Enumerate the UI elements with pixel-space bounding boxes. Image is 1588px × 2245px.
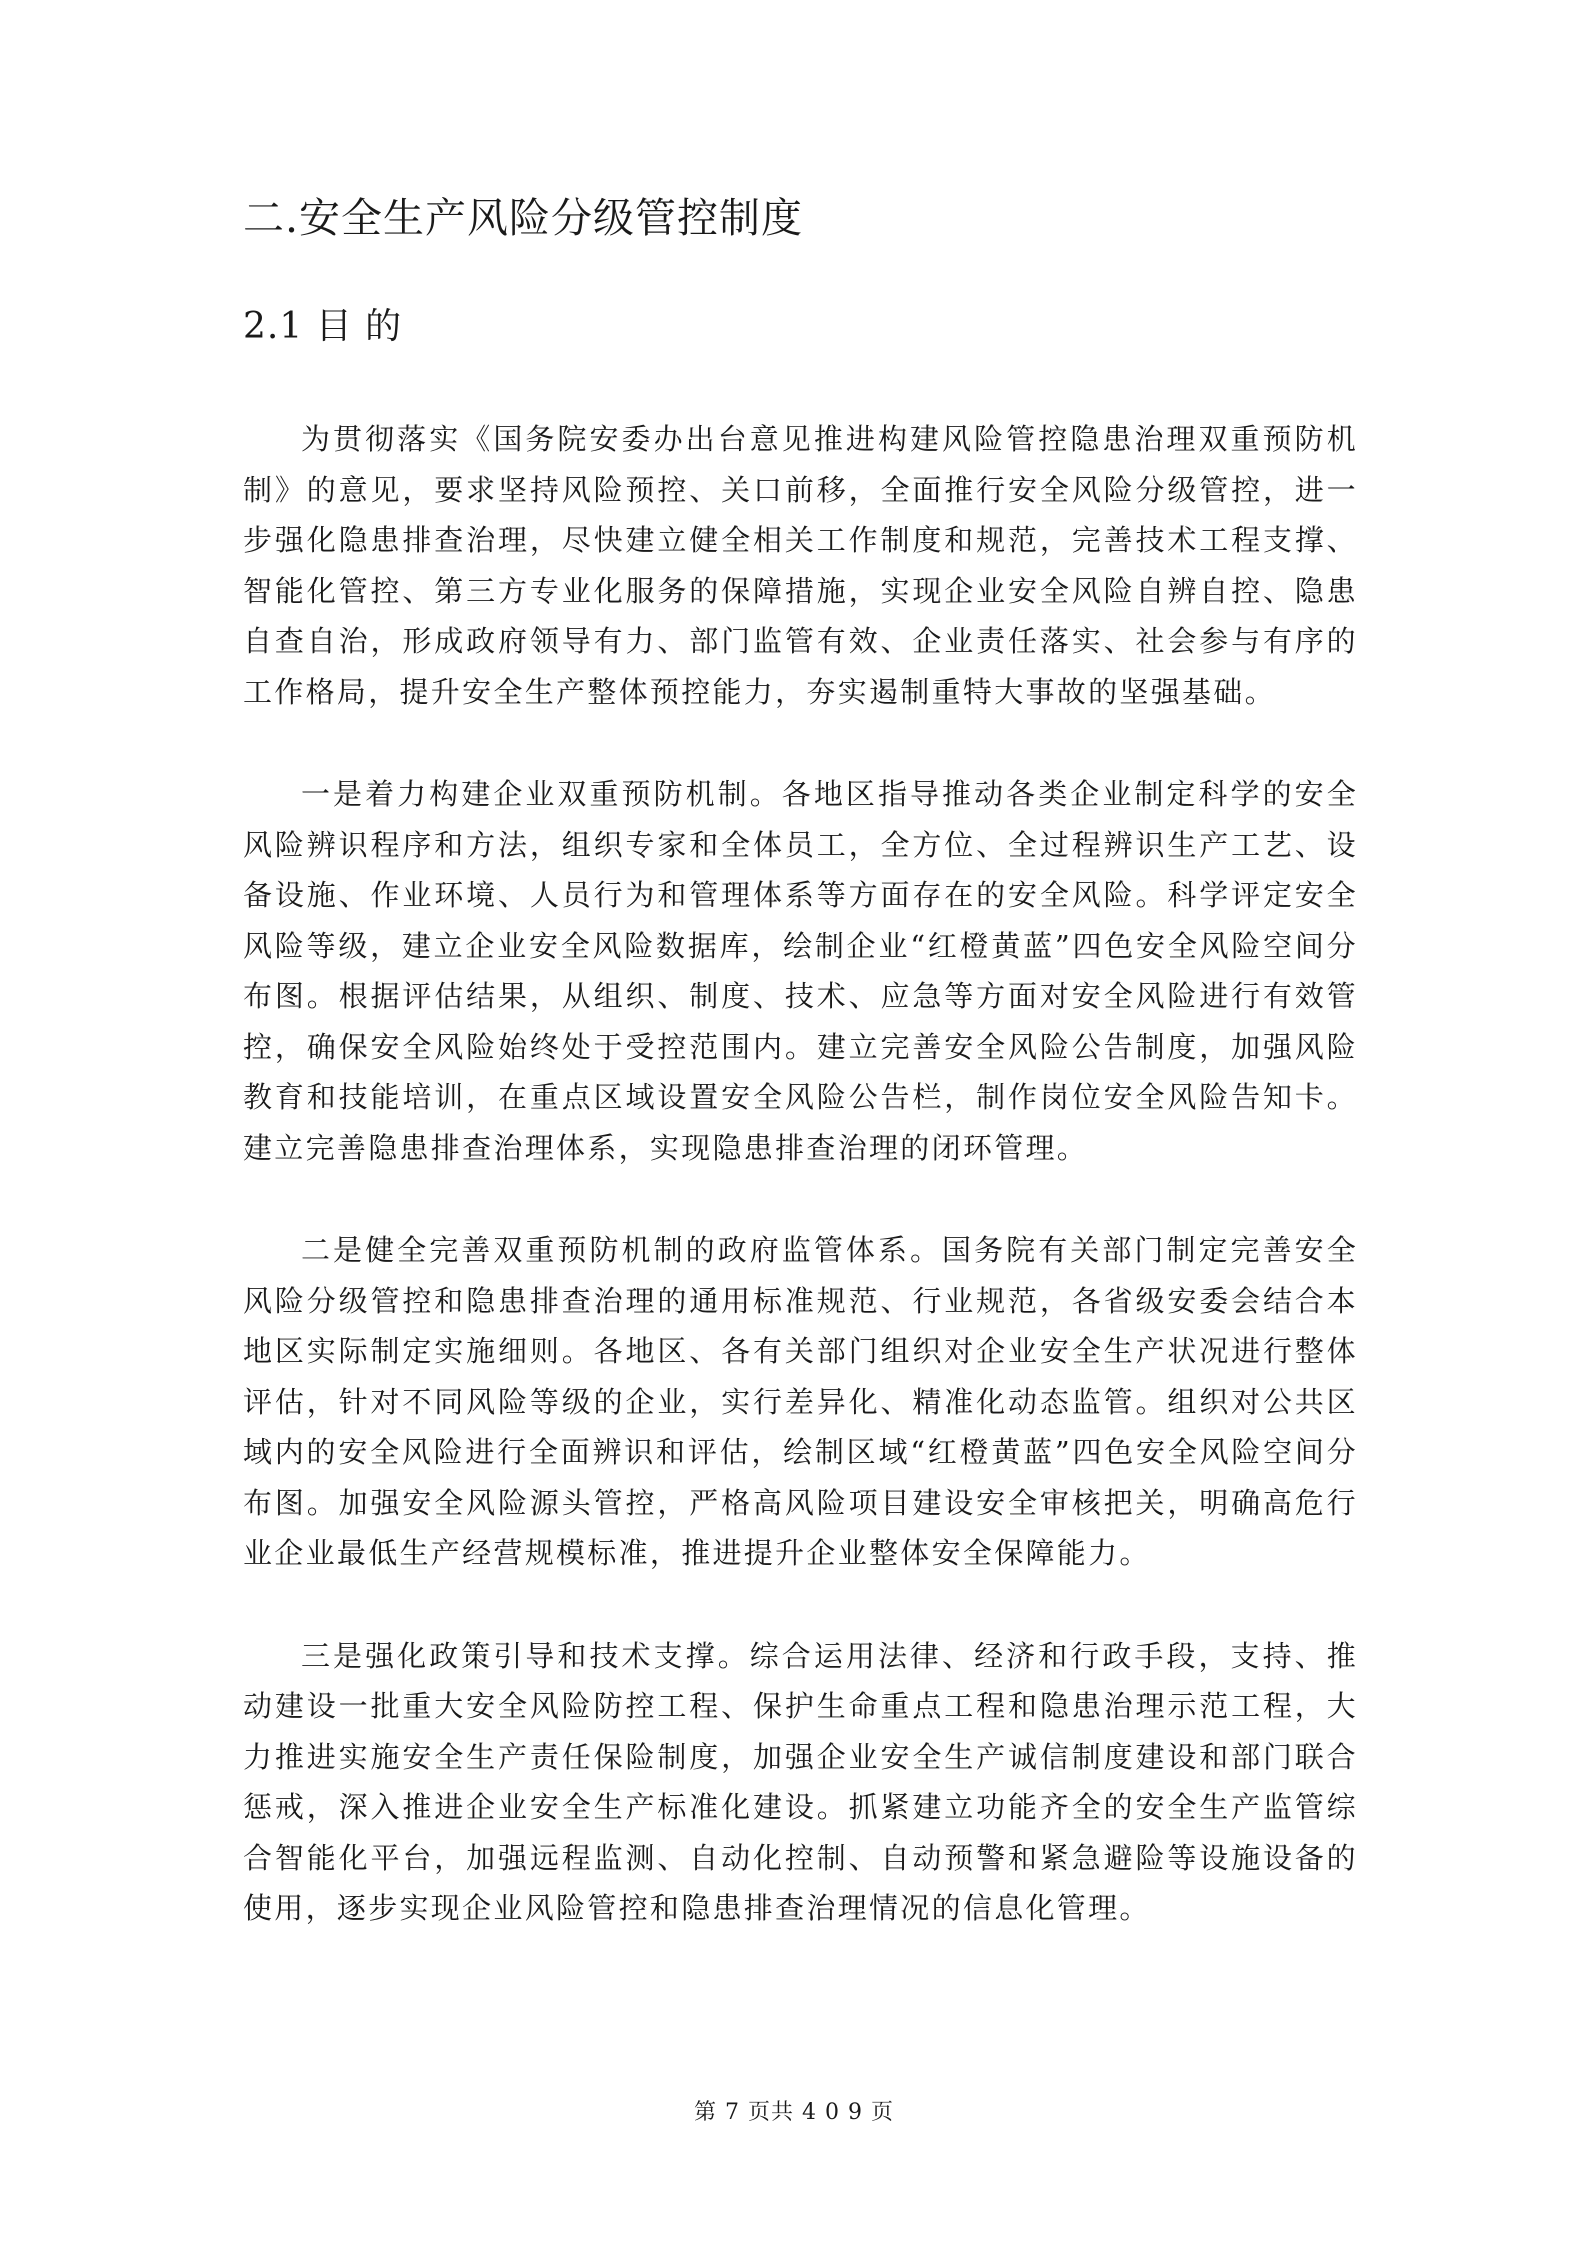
paragraph-point-two: 二是健全完善双重预防机制的政府监管体系。国务院有关部门制定完善安全风险分级管控和隐患排查治理的通用标准规范、行业规范，各省级安委会结合本地区实际制定实施细则。各地区、各有关部门组织对企业安全生产状况进行整体评估，针对不同风险等级的企业，实行差异化、精准化动态监管。组织对公共区域内的安全风险进行全面辨识和评估，绘制区域“红橙黄蓝”四色安全风险空间分布图。加强安全风险源头管控，严格高风险项目建设安全审核把关，明确高危行业企业最低生产经营规模标准，推进提升企业整体安全保障能力。 — [243, 1233, 1358, 1570]
page-number-footer: 第 7 页共 4 0 9 页 — [694, 2100, 894, 2125]
section-title: 二.安全生产风险分级管控制度 — [243, 194, 804, 242]
paragraph-purpose: 为贯彻落实《国务院安委办出台意见推进构建风险管控隐患治理双重预防机制》的意见，要求坚持风险预控、关口前移，全面推行安全风险分级管控，进一步强化隐患排查治理，尽快建立健全相关工作制度和规范，完善技术工程支撑、智能化管控、第三方专业化服务的保障措施，实现企业安全风险自辨自控、隐患自查自治，形成政府领导有力、部门监管有效、企业责任落实、社会参与有序的工作格局，提升安全生产整体预控能力，夯实遏制重特大事故的坚强基础。 — [243, 422, 1358, 709]
page-content — [243, 190, 1358, 1986]
subsection-title: 2.1 目 的 — [243, 306, 403, 347]
paragraph-point-one: 一是着力构建企业双重预防机制。各地区指导推动各类企业制定科学的安全风险辨识程序和方法，组织专家和全体员工，全方位、全过程辨识生产工艺、设备设施、作业环境、人员行为和管理体系等方面存在的安全风险。科学评定安全风险等级，建立企业安全风险数据库，绘制企业“红橙黄蓝”四色安全风险空间分布图。根据评估结果，从组织、制度、技术、应急等方面对安全风险进行有效管控，确保安全风险始终处于受控范围内。建立完善安全风险公告制度，加强风险教育和技能培训，在重点区域设置安全风险公告栏，制作岗位安全风险告知卡。建立完善隐患排查治理体系，实现隐患排查治理的闭环管理。 — [243, 777, 1358, 1165]
paragraph-point-three: 三是强化政策引导和技术支撑。综合运用法律、经济和行政手段，支持、推动建设一批重大安全风险防控工程、保护生命重点工程和隐患治理示范工程，大力推进实施安全生产责任保险制度，加强企业安全生产诚信制度建设和部门联合惩戒，深入推进企业安全生产标准化建设。抓紧建立功能齐全的安全生产监管综合智能化平台，加强远程监测、自动化控制、自动预警和紧急避险等设施设备的使用，逐步实现企业风险管控和隐患排查治理情况的信息化管理。 — [243, 1638, 1358, 1925]
